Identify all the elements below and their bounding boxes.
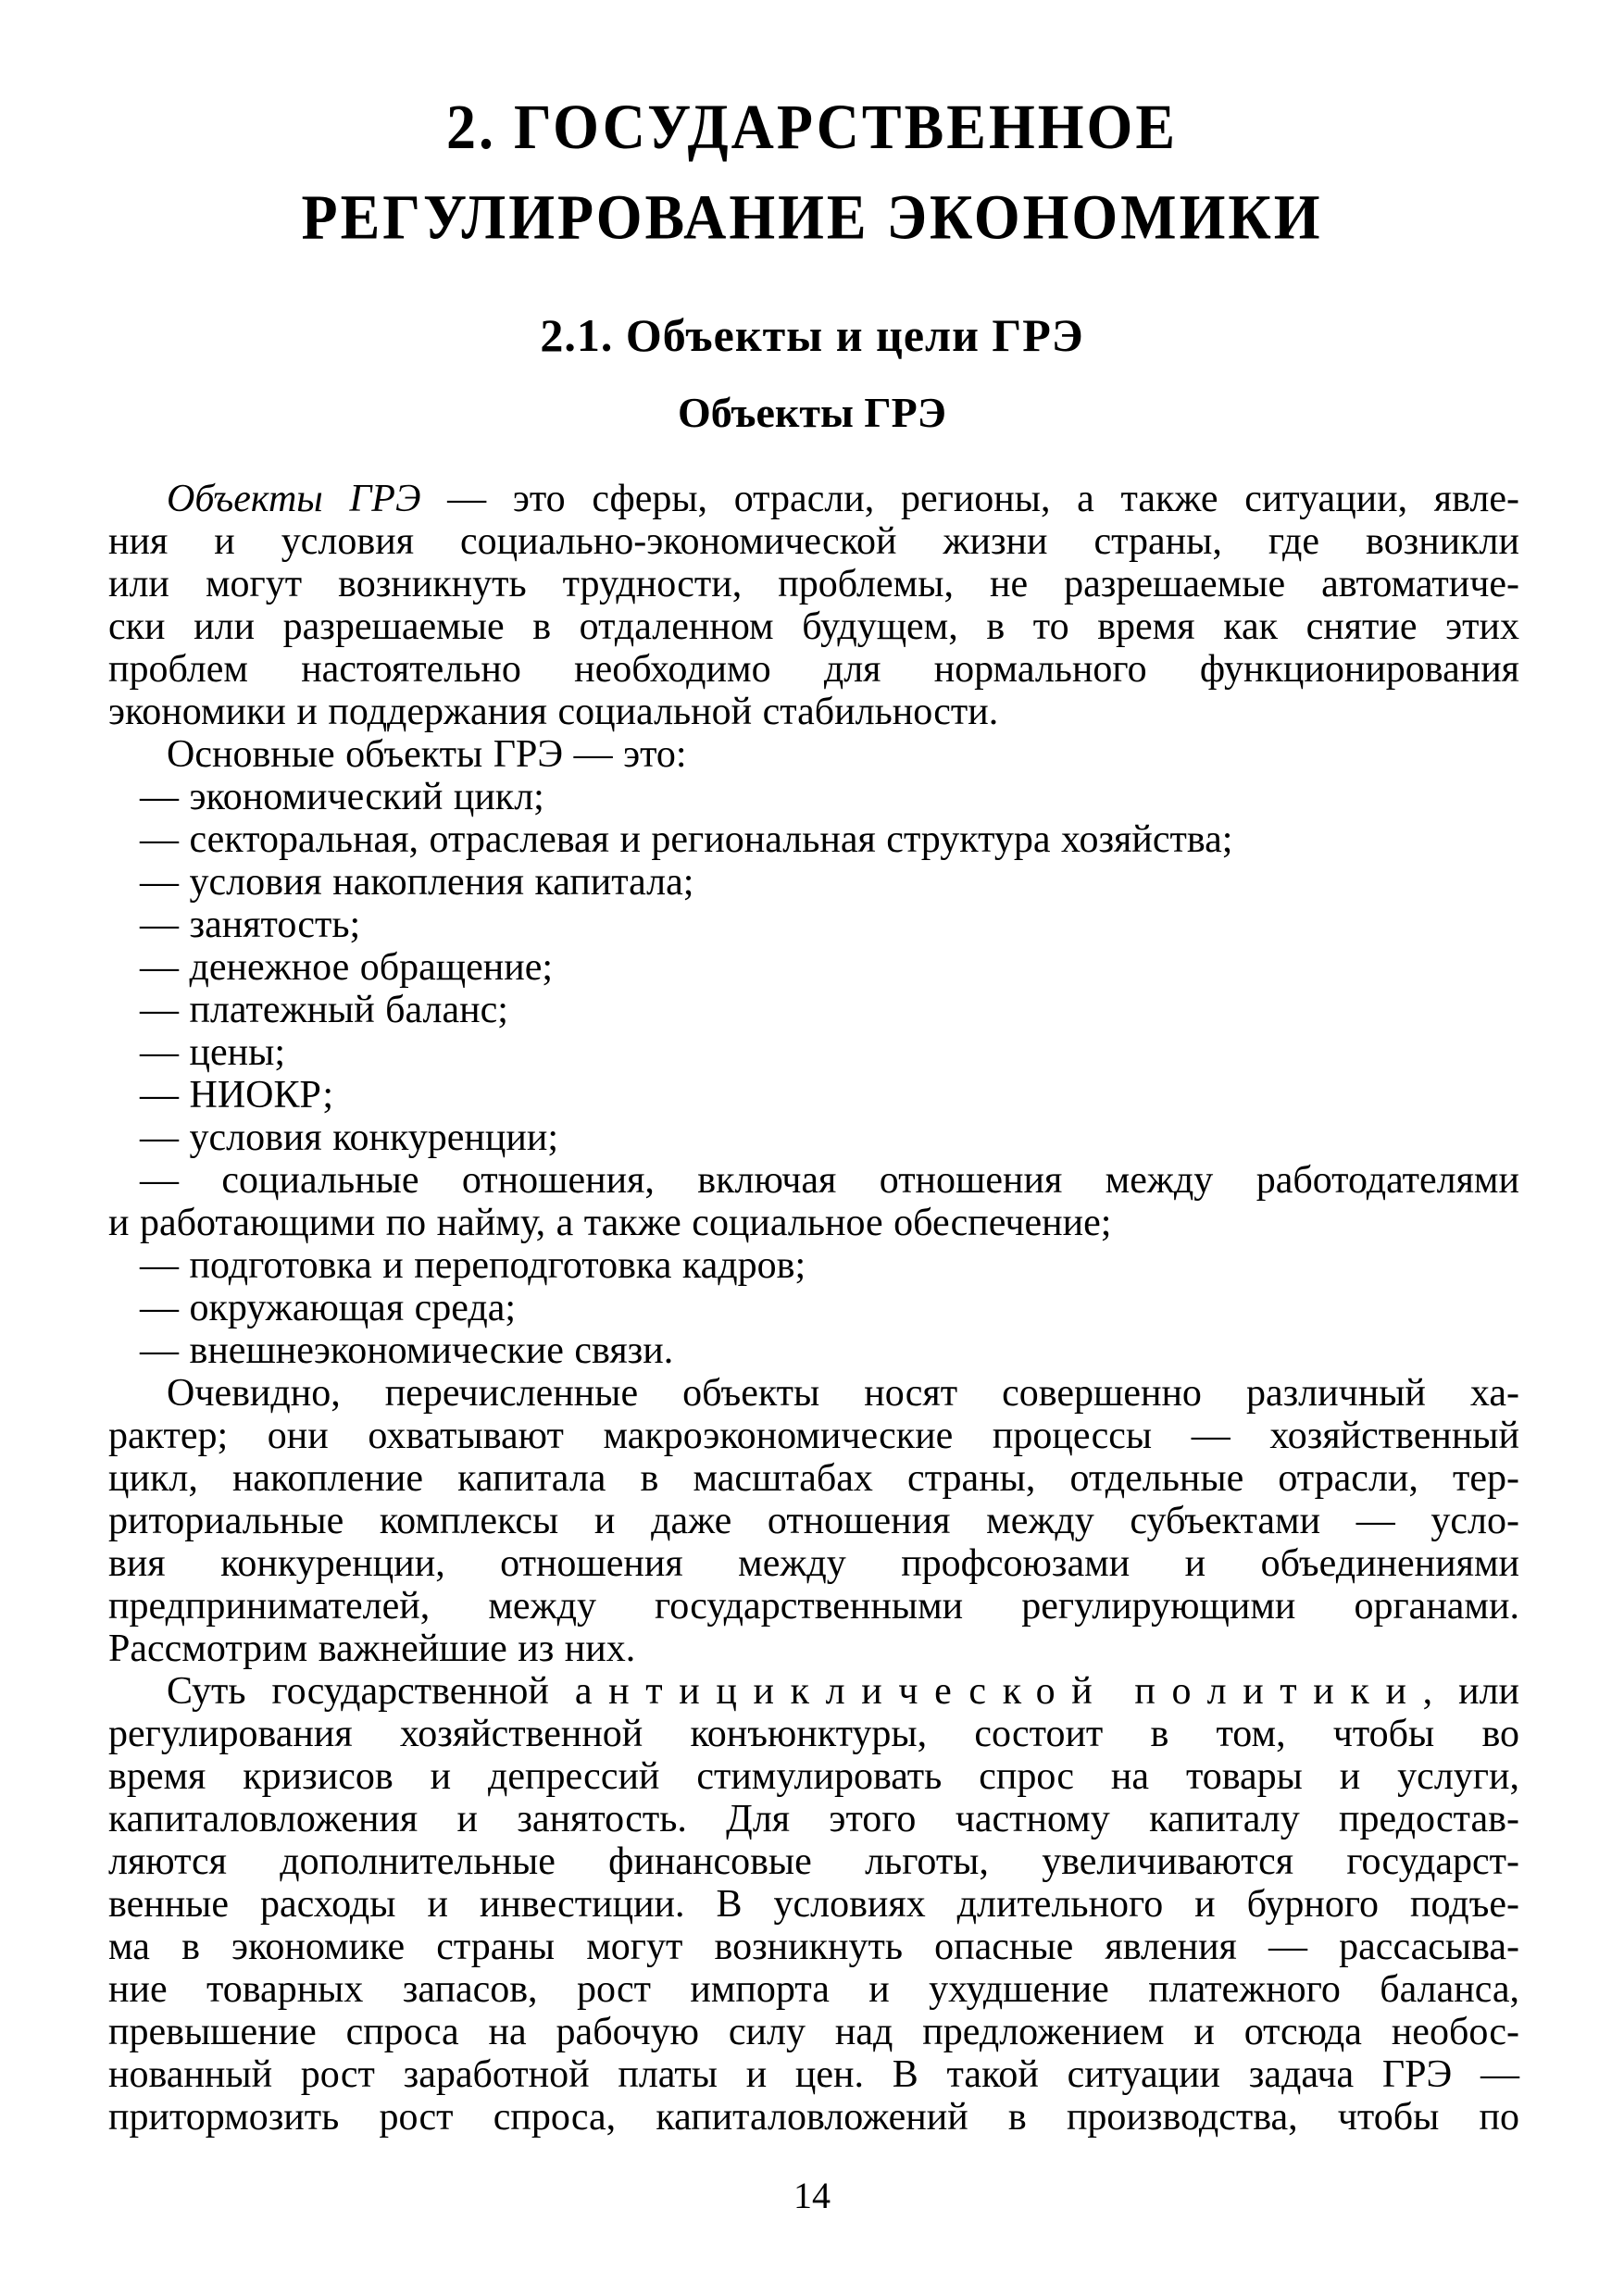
- text-line: [108, 1670, 1519, 1713]
- text-line: [108, 1372, 1519, 1415]
- letterspaced-emphasis: антициклической: [574, 1670, 1109, 1713]
- text-line: [108, 1287, 1519, 1329]
- plain-text: предпринимателей, между государственными регулирующими органами.: [108, 1585, 1519, 1628]
- letterspaced-emphasis: политики: [1134, 1670, 1423, 1713]
- plain-text: ния и условия социально-экономической жизни страны, где возникли: [108, 520, 1519, 563]
- text-line: [108, 1542, 1519, 1585]
- text-line: [108, 1968, 1519, 2011]
- text-line: [108, 691, 1519, 733]
- subsection-heading: Объекты ГРЭ: [678, 389, 946, 436]
- plain-text: рактер; они охватывают макроэкономические процессы — хозяйственный: [108, 1415, 1519, 1457]
- text-line: [108, 1457, 1519, 1500]
- body-text: [108, 478, 1519, 2139]
- chapter-title-line-2: РЕГУЛИРОВАНИЕ ЭКОНОМИКИ: [301, 181, 1323, 253]
- text-line: [108, 1585, 1519, 1628]
- plain-text: превышение спроса на рабочую силу над предложением и отсюда необос-: [108, 2011, 1519, 2053]
- text-line: [108, 861, 1519, 904]
- plain-text: цикл, накопление капитала в масштабах страны, отдельные отрасли, тер-: [108, 1457, 1519, 1500]
- plain-text: риториальные комплексы и даже отношения между субъектами — усло-: [108, 1500, 1519, 1542]
- text-line: [108, 2053, 1519, 2096]
- plain-text: — внешнеэкономические связи.: [140, 1329, 674, 1372]
- plain-text: капиталовложения и занятость. Для этого частному капиталу предостав-: [108, 1798, 1519, 1840]
- plain-text: или могут возникнуть трудности, проблемы, не разрешаемые автоматиче-: [108, 563, 1519, 605]
- plain-text: Основные объекты ГРЭ — это:: [167, 733, 687, 776]
- plain-text: регулирования хозяйственной конъюнктуры, состоит в том, чтобы во: [108, 1713, 1519, 1755]
- text-line: [108, 1755, 1519, 1798]
- plain-text: — условия конкуренции;: [140, 1116, 559, 1159]
- chapter-title-line-1: 2. ГОСУДАРСТВЕННОЕ: [446, 91, 1178, 163]
- plain-text: — НИОКР;: [140, 1074, 334, 1116]
- text-line: [108, 989, 1519, 1031]
- plain-text: — окружающая среда;: [140, 1287, 517, 1329]
- plain-text: — это сферы, отрасли, регионы, а также ситуации, явле-: [420, 478, 1519, 520]
- plain-text: ски или разрешаемые в отдаленном будущем, в то время как снятие этих: [108, 605, 1519, 648]
- text-line: [108, 2096, 1519, 2139]
- italic-text: Объекты ГРЭ: [167, 478, 421, 520]
- plain-text: Рассмотрим важнейшие из них.: [108, 1628, 636, 1670]
- plain-text: ние товарных запасов, рост импорта и ухудшение платежного баланса,: [108, 1968, 1519, 2011]
- text-line: [108, 2011, 1519, 2053]
- text-line: [108, 1628, 1519, 1670]
- plain-text: — социальные отношения, включая отношения между работодателями: [140, 1159, 1519, 1202]
- text-line: [108, 946, 1519, 989]
- section-heading: 2.1. Объекты и цели ГРЭ: [540, 309, 1084, 361]
- text-line: [108, 1500, 1519, 1542]
- plain-text: ма в экономике страны могут возникнуть опасные явления — рассасыва-: [108, 1926, 1519, 1968]
- plain-text: — платежный баланс;: [140, 989, 508, 1031]
- plain-text: ляются дополнительные финансовые льготы, увеличиваются государст-: [108, 1840, 1519, 1883]
- plain-text: нованный рост заработной платы и цен. В такой ситуации задача ГРЭ —: [108, 2053, 1519, 2096]
- text-line: [108, 1713, 1519, 1755]
- plain-text: венные расходы и инвестиции. В условиях длительного и бурного подъе-: [108, 1883, 1519, 1926]
- text-line: [108, 1798, 1519, 1840]
- text-line: [108, 1329, 1519, 1372]
- plain-text: [1108, 1670, 1134, 1713]
- text-line: [108, 1074, 1519, 1116]
- plain-text: , или: [1422, 1670, 1520, 1713]
- text-line: [108, 1244, 1519, 1287]
- plain-text: экономики и поддержания социальной стабильности.: [108, 691, 999, 733]
- text-line: [108, 648, 1519, 691]
- text-line: [108, 818, 1519, 861]
- plain-text: — условия накопления капитала;: [140, 861, 694, 904]
- page-number: 14: [793, 2175, 831, 2216]
- text-line: [108, 1031, 1519, 1074]
- text-line: [108, 1116, 1519, 1159]
- chapter-title: [0, 82, 1624, 262]
- text-line: [108, 1415, 1519, 1457]
- plain-text: — цены;: [140, 1031, 285, 1074]
- text-line: [108, 1159, 1519, 1202]
- plain-text: — подготовка и переподготовка кадров;: [140, 1244, 806, 1287]
- text-line: [108, 605, 1519, 648]
- text-line: [108, 563, 1519, 605]
- plain-text: проблем настоятельно необходимо для нормального функционирования: [108, 648, 1519, 691]
- plain-text: — экономический цикл;: [140, 776, 544, 818]
- plain-text: и работающими по найму, а также социальное обеспечение;: [108, 1202, 1112, 1244]
- plain-text: притормозить рост спроса, капиталовложений в производства, чтобы по: [108, 2096, 1519, 2139]
- text-line: [108, 1883, 1519, 1926]
- text-line: [108, 776, 1519, 818]
- text-line: [108, 1926, 1519, 1968]
- text-line: [108, 478, 1519, 520]
- plain-text: — денежное обращение;: [140, 946, 554, 989]
- text-line: [108, 1840, 1519, 1883]
- text-line: [108, 904, 1519, 946]
- plain-text: Суть государственной: [167, 1670, 575, 1713]
- plain-text: время кризисов и депрессий стимулировать спрос на товары и услуги,: [108, 1755, 1519, 1798]
- text-line: [108, 1202, 1519, 1244]
- plain-text: вия конкуренции, отношения между профсоюзами и объединениями: [108, 1542, 1519, 1585]
- text-line: [108, 520, 1519, 563]
- text-line: [108, 733, 1519, 776]
- plain-text: Очевидно, перечисленные объекты носят совершенно различный ха-: [167, 1372, 1519, 1415]
- plain-text: — секторальная, отраслевая и региональная структура хозяйства;: [140, 818, 1233, 861]
- plain-text: — занятость;: [140, 904, 361, 946]
